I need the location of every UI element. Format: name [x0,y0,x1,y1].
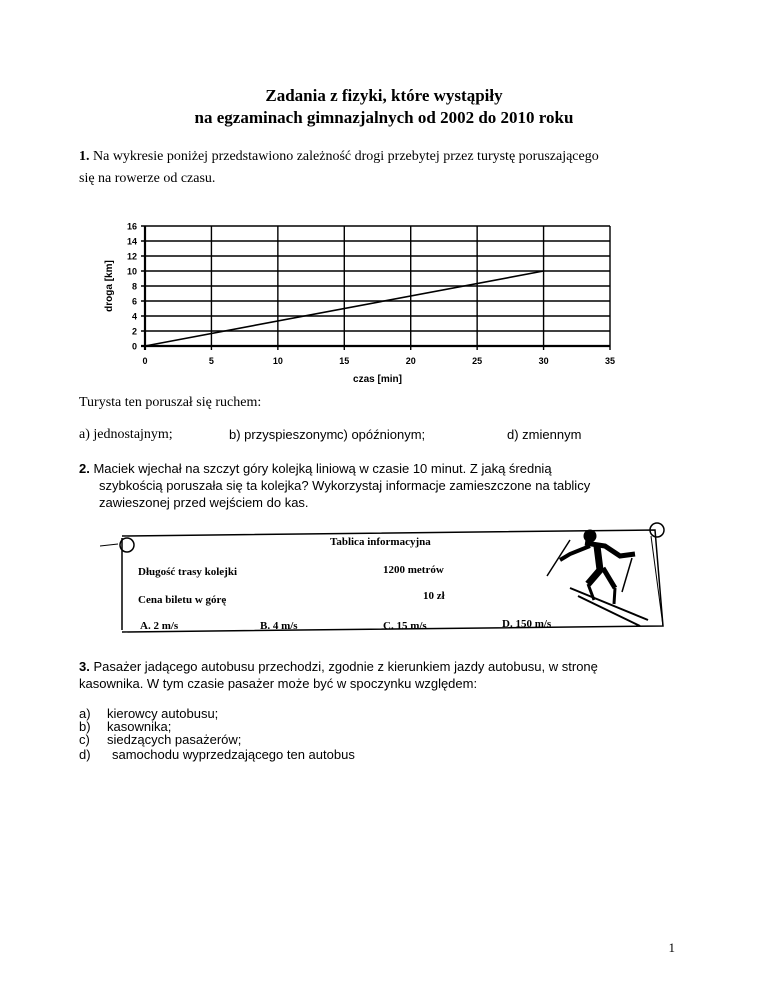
x-tick-label: 0 [142,356,148,366]
data-point [543,270,545,272]
data-point [144,345,146,347]
x-tick-label: 30 [538,356,549,366]
skier-icon [547,530,648,626]
chart-grid [141,226,610,350]
board-row2-value: 10 zł [423,590,445,602]
y-tick-label: 6 [131,296,137,307]
q2-option-b: B. 4 m/s [260,620,298,632]
page-title-line-1: Zadania z fizyki, które wystąpiły [265,86,503,105]
q2-text-line-1: Maciek wjechał na szczyt góry kolejką liniową w czasie 10 minut. Z jaką średnią [93,461,552,476]
q2-text-line-3: zawieszonej przed wejściem do kas. [99,495,309,510]
y-tick-label: 4 [131,311,137,322]
chart-y-label: droga [km] [104,260,115,312]
q3-text-line-2: kasownika. W tym czasie pasażer może być w spoczynku względem: [79,676,478,691]
q1-text-line-1: Na wykresie poniżej przedstawiono zależność drogi przebytej przez turystę poruszającego [93,149,599,164]
q3-text-line-1: Pasażer jadącego autobusu przechodzi, zgodnie z kierunkiem jazdy autobusu, w stronę [93,659,598,674]
q2-option-a: A. 2 m/s [140,620,179,632]
y-tick-label: 14 [126,236,137,247]
q1-option-c: c) opóźnionym; [337,427,426,442]
q3-option-letter: a) [79,706,91,721]
chart-x-ticks [142,356,615,366]
q3-option-letter: d) [79,747,91,762]
q2-option-d: D. 150 m/s [502,618,552,630]
q3-text [79,658,598,692]
y-tick-label: 16 [126,221,137,232]
information-board [100,518,680,636]
board-row2-label: Cena biletu w górę [138,594,227,606]
y-tick-label: 0 [131,341,137,352]
page-title-line-2: na egzaminach gimnazjalnych od 2002 do 2010 roku [194,108,574,127]
y-tick-label: 12 [126,251,137,262]
y-tick-label: 8 [131,281,137,292]
q3-option-text: kierowcy autobusu; [107,706,219,721]
q1-number: 1. [79,149,90,164]
q3-option-text: siedzących pasażerów; [107,732,242,747]
q2-text-line-2: szybkością poruszała się ta kolejka? Wykorzystaj informacje zamieszczone na tablicy [99,478,591,493]
q2-text [79,460,590,511]
q3-option-letter: c) [79,732,90,747]
board-row1-label: Długość trasy kolejki [138,566,237,578]
x-tick-label: 5 [208,356,214,366]
q3-options-list [79,707,479,767]
distance-time-chart [95,210,635,396]
q3-option-letter: b) [79,719,91,734]
q3-option-text: kasownika; [107,719,172,734]
q3-option-text: samochodu wyprzedzającego ten autobus [112,747,355,762]
x-tick-label: 10 [272,356,283,366]
y-tick-label: 10 [126,266,137,277]
page-number: 1 [668,940,675,955]
q2-option-c: C. 15 m/s [383,620,427,632]
board-row1-value: 1200 metrów [383,564,444,576]
chart-x-label: czas [min] [353,374,402,385]
board-title: Tablica informacyjna [330,536,431,548]
x-tick-label: 25 [472,356,483,366]
q2-number: 2. [79,461,90,476]
q3-number: 3. [79,659,90,674]
x-tick-label: 20 [405,356,416,366]
q1-option-a: a) jednostajnym; [79,427,173,442]
q1-question: Turysta ten poruszał się ruchem: [79,395,262,410]
y-tick-label: 2 [131,326,137,337]
q1-text-line-2: się na rowerze od czasu. [79,171,216,186]
x-tick-label: 15 [339,356,350,366]
q1-option-d: d) zmiennym [507,427,582,442]
q1-text [79,148,699,188]
q1-option-b: b) przyspieszonym [229,427,338,442]
chart-y-ticks [127,222,137,352]
x-tick-label: 35 [604,356,616,366]
